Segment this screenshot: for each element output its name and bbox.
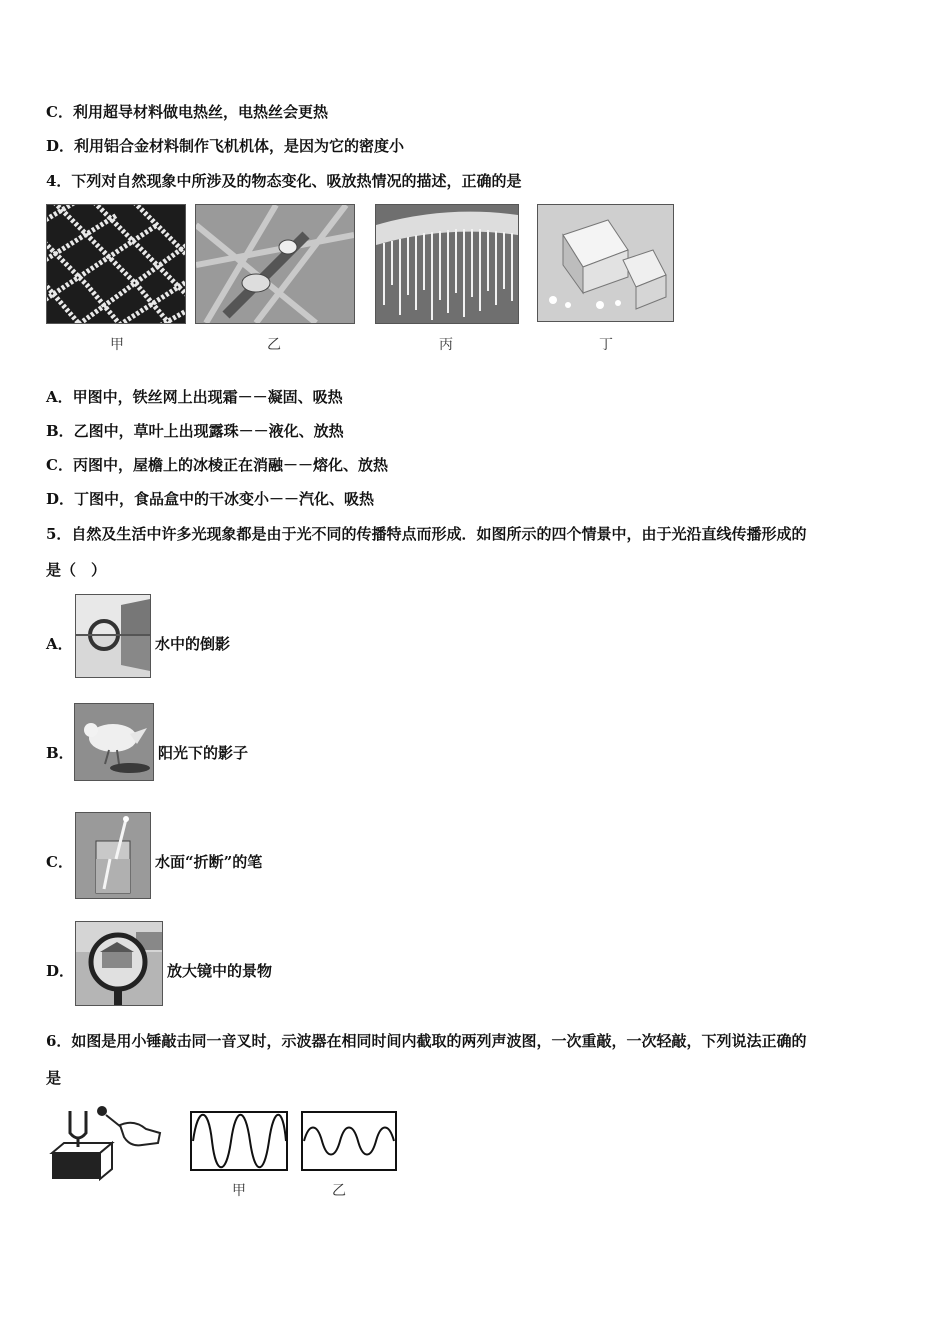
q5-image-pigeon-shadow xyxy=(74,703,154,781)
q5-image-broken-pen xyxy=(75,812,151,899)
q6-stem-line2: 是 xyxy=(46,1069,62,1087)
q5-image-reflection xyxy=(75,594,151,678)
q5-option-c-letter: C． xyxy=(46,853,73,871)
q4-caption-jia: 甲 xyxy=(110,337,124,353)
q4-option-d: D．丁图中，食品盒中的干冰变小－－汽化、吸热 xyxy=(46,490,375,508)
q4-stem: 4．下列对自然现象中所涉及的物态变化、吸放热情况的描述，正确的是 xyxy=(46,172,522,190)
q6-caption-yi: 乙 xyxy=(332,1183,346,1199)
q5-option-d-text: 放大镜中的景物 xyxy=(167,962,273,980)
q5-option-d-letter: D． xyxy=(46,962,75,980)
q5-option-b-letter: B． xyxy=(46,744,74,762)
q5-option-a-letter: A． xyxy=(46,635,73,653)
q4-option-c: C．丙图中，屋檐上的冰棱正在消融－－熔化、放热 xyxy=(46,456,388,474)
q4-image-dew-on-grass xyxy=(195,204,355,324)
q6-waveform-jia xyxy=(190,1111,288,1171)
prev-option-d: D．利用铝合金材料制作飞机机体，是因为它的密度小 xyxy=(46,137,405,155)
q6-stem-line1: 6．如图是用小锤敲击同一音叉时，示波器在相同时间内截取的两列声波图，一次重敲，一次轻敲，下列说法正确的 xyxy=(46,1032,807,1050)
q4-option-b: B．乙图中，草叶上出现露珠－－液化、放热 xyxy=(46,422,344,440)
q5-stem-line1: 5．自然及生活中许多光现象都是由于光不同的传播特点而形成．如图所示的四个情景中，由于光沿直线传播形成的 xyxy=(46,525,807,543)
q4-option-a: A．甲图中，铁丝网上出现霜－－凝固、吸热 xyxy=(46,388,343,406)
q4-image-icicles xyxy=(375,204,519,324)
q4-image-dry-ice xyxy=(537,204,674,322)
q4-caption-yi: 乙 xyxy=(267,337,281,353)
prev-option-c: C．利用超导材料做电热丝，电热丝会更热 xyxy=(46,103,328,121)
q4-caption-bing: 丙 xyxy=(439,337,453,353)
q5-option-b-text: 阳光下的影子 xyxy=(158,744,249,762)
q4-image-frost-wire-mesh xyxy=(46,204,186,324)
q5-stem-line2: 是（ ） xyxy=(46,561,107,579)
q5-option-c-text: 水面“折断”的笔 xyxy=(155,853,263,871)
q5-option-a-text: 水中的倒影 xyxy=(155,635,231,653)
q6-tuning-fork-diagram xyxy=(46,1103,166,1183)
q5-image-magnifier xyxy=(75,921,163,1006)
q6-waveform-yi xyxy=(301,1111,397,1171)
q6-caption-jia: 甲 xyxy=(232,1183,246,1199)
q4-caption-ding: 丁 xyxy=(599,337,613,353)
